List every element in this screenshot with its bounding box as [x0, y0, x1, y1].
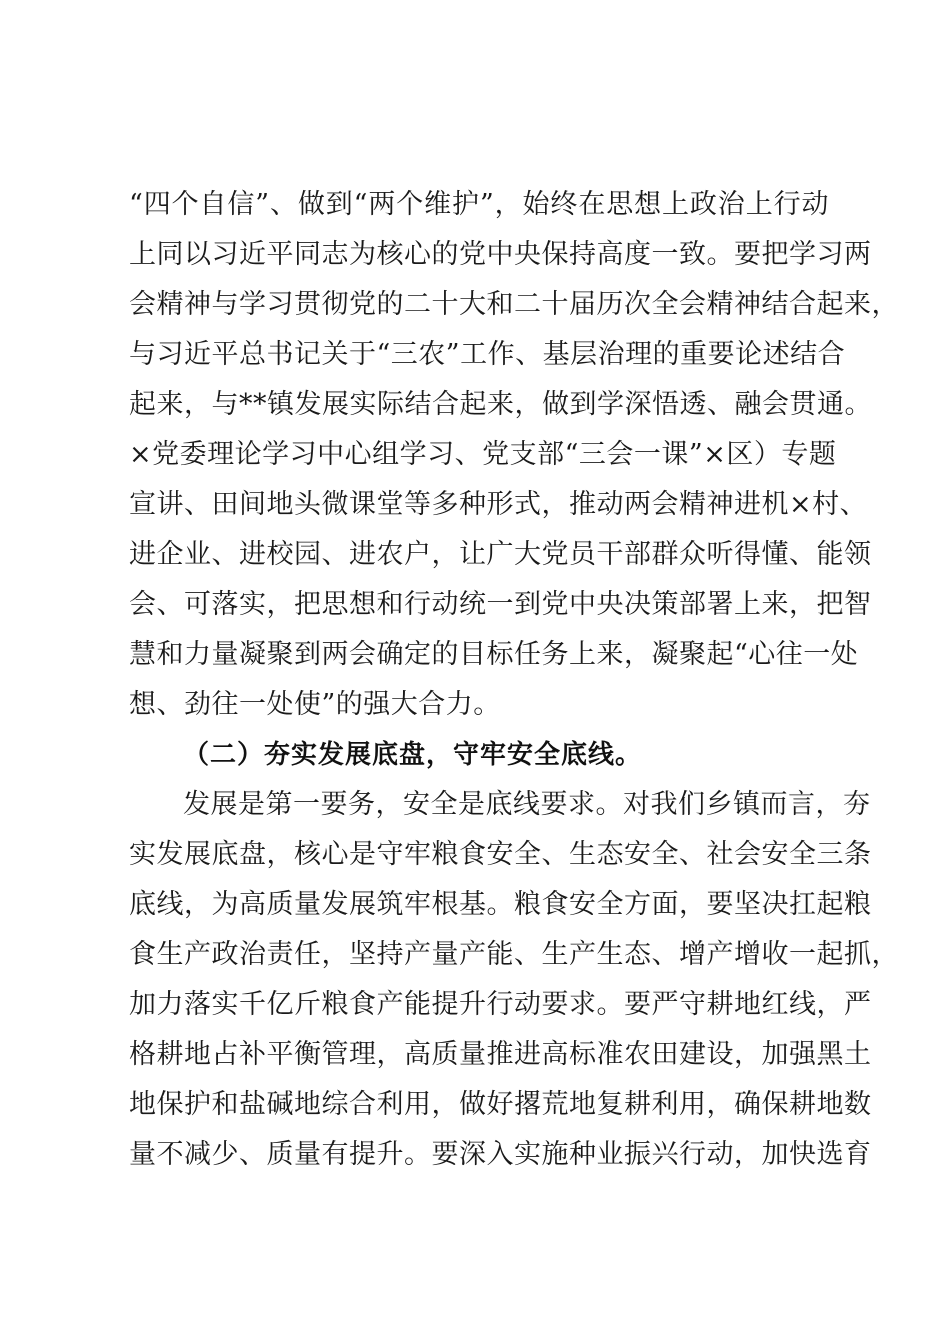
body-text-line: 想、劲往一处使”的强大合力。 [129, 689, 501, 720]
section-heading: （二）夯实发展底盘，守牢安全底线。 [183, 740, 643, 770]
body-text-line: 慧和力量凝聚到两会确定的目标任务上来，凝聚起“心往一处 [129, 639, 859, 670]
body-text-line: 上同以习近平同志为核心的党中央保持高度一致。要把学习两 [129, 239, 872, 270]
body-text-line: 格耕地占补平衡管理，高质量推进高标准农田建设，加强黑土 [129, 1039, 872, 1070]
body-text-line: “四个自信”、做到“两个维护”，始终在思想上政治上行动 [129, 189, 829, 220]
body-text-line: 发展是第一要务，安全是底线要求。对我们乡镇而言，夯 [183, 789, 871, 820]
body-text-line: 食生产政治责任，坚持产量产能、生产生态、增产增收一起抓， [129, 939, 899, 970]
body-text-line: 地保护和盐碱地综合利用，做好撂荒地复耕利用，确保耕地数 [129, 1089, 872, 1120]
body-text-line: 进企业、进校园、进农户，让广大党员干部群众听得懂、能领 [129, 539, 872, 570]
body-text-line: 底线，为高质量发展筑牢根基。粮食安全方面，要坚决扛起粮 [129, 889, 872, 920]
body-text-line: 宣讲、田间地头微课堂等多种形式，推动两会精神进机×村、 [129, 489, 868, 520]
body-text-line: 会、可落实，把思想和行动统一到党中央决策部署上来，把智 [129, 589, 872, 620]
body-text-line: 与习近平总书记关于“三农”工作、基层治理的重要论述结合 [129, 339, 846, 370]
body-text-line: 实发展底盘，核心是守牢粮食安全、生态安全、社会安全三条 [129, 839, 872, 870]
body-text-line: 量不减少、质量有提升。要深入实施种业振兴行动，加快选育 [129, 1139, 872, 1170]
body-text-line: 起来，与**镇发展实际结合起来，做到学深悟透、融会贯通。 [129, 389, 872, 420]
body-text-line: ×党委理论学习中心组学习、党支部“三会一课”×区）专题 [129, 439, 837, 470]
body-text-line: 会精神与学习贯彻党的二十大和二十届历次全会精神结合起来， [129, 289, 899, 320]
body-text-line: 加力落实千亿斤粮食产能提升行动要求。要严守耕地红线，严 [129, 989, 872, 1020]
